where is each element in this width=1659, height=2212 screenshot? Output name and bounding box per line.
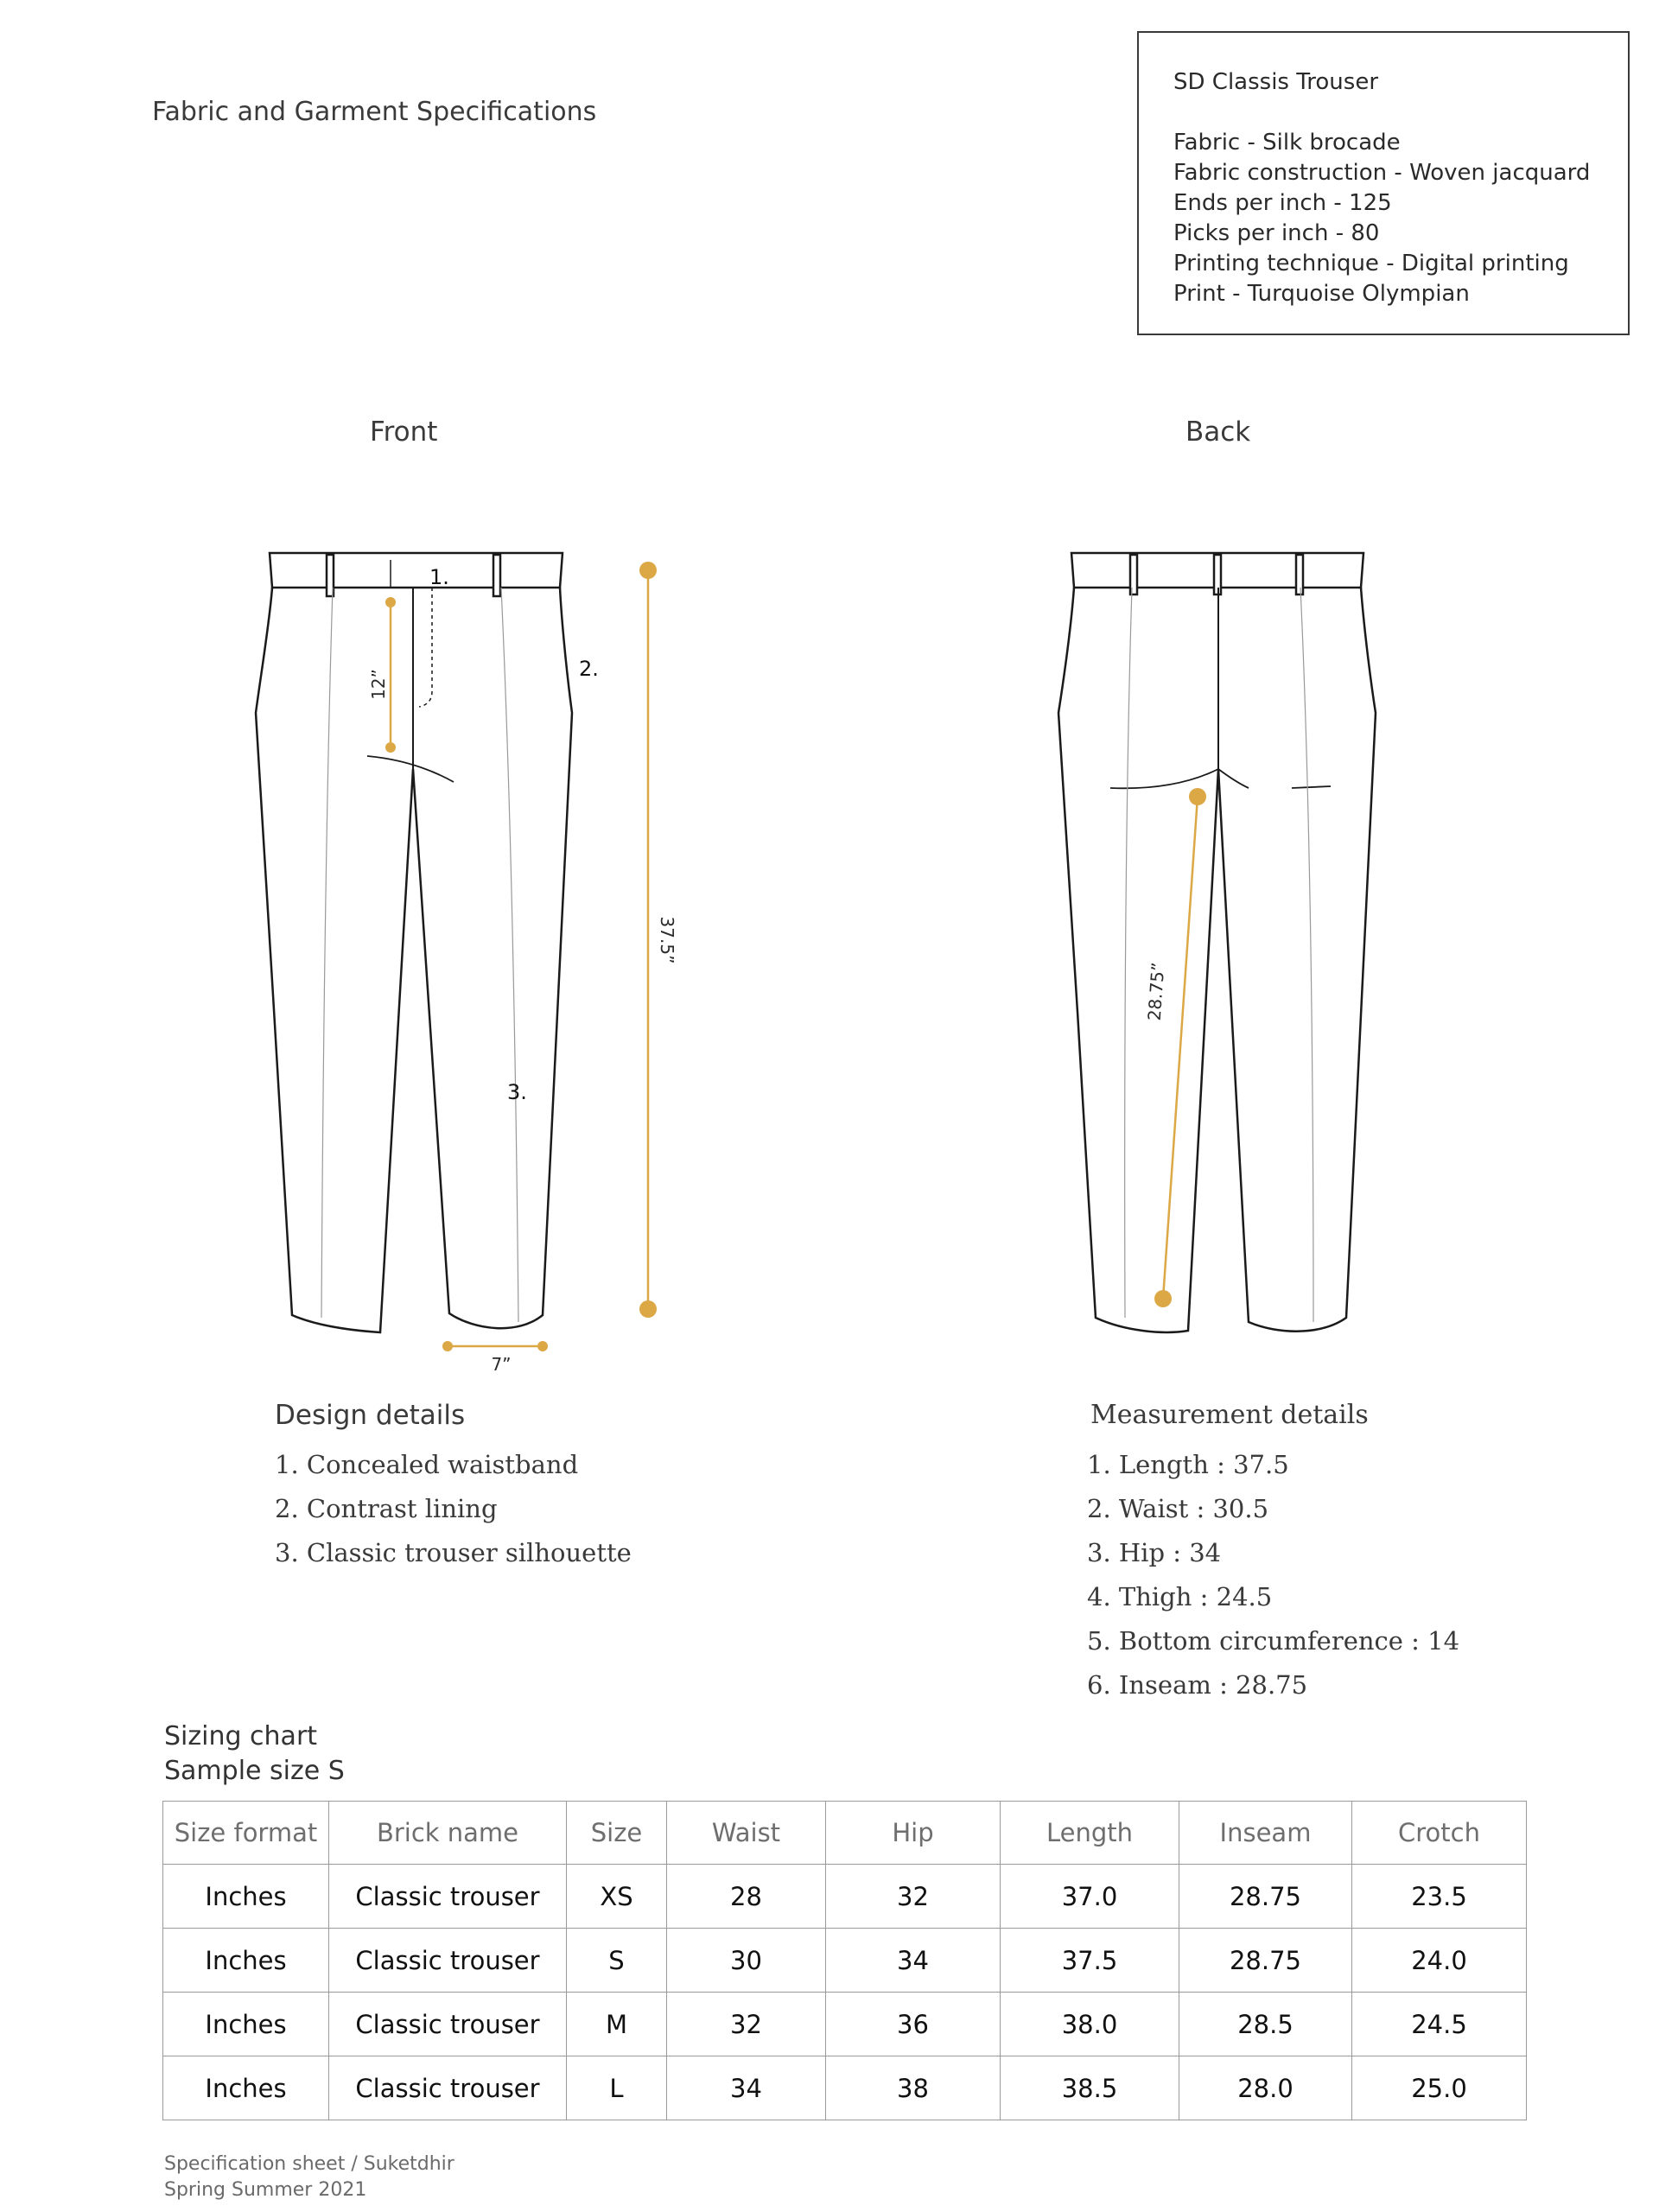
measurement-item: 5. Bottom circumference : 14 [1087,1626,1460,1656]
measurement-item: 6. Inseam : 28.75 [1087,1670,1308,1700]
table-cell: Inches [163,1929,329,1993]
inseam-measure-dot [1154,1290,1172,1307]
design-detail-item: 1. Concealed waistband [275,1450,579,1479]
front-belt-loop [493,555,500,596]
table-cell: 34 [667,2056,826,2120]
back-dart [1292,786,1331,788]
back-seat-curve [1110,769,1249,788]
back-crease-line [1300,588,1313,1322]
length-measure-dot [639,562,657,579]
design-detail-item: 2. Contrast lining [275,1494,498,1523]
front-crease-line [321,588,333,1318]
inseam-measure-label: 28.75” [1143,961,1169,1022]
fly-measure-label: 12” [368,669,389,700]
front-crease-line [501,588,518,1322]
table-cell: 32 [826,1865,1001,1929]
design-detail-item: 3. Classic trouser silhouette [275,1538,632,1567]
spec-line: Fabric - Silk brocade [1173,130,1401,156]
table-header-cell: Crotch [1352,1802,1527,1865]
table-cell: 32 [667,1993,826,2056]
table-header-cell: Size [567,1802,667,1865]
measurement-details-list [1087,1443,1459,1707]
table-cell: 28.75 [1179,1929,1352,1993]
table-cell: 38.0 [1001,1993,1179,2056]
table-cell: M [567,1993,667,2056]
hem-measure-dot [442,1341,453,1351]
sizing-table [162,1801,1527,2120]
table-cell: 37.0 [1001,1865,1179,1929]
table-cell: 28.5 [1179,1993,1352,2056]
table-cell: Inches [163,2056,329,2120]
footer-line: Spring Summer 2021 [164,2179,367,2201]
table-cell: 28.75 [1179,1865,1352,1929]
table-cell: L [567,2056,667,2120]
fly-measure-dot [385,742,396,753]
front-trouser-sketch [256,553,572,1332]
table-cell: Classic trouser [329,1993,567,2056]
table-cell: Classic trouser [329,2056,567,2120]
back-trouser-sketch [1058,553,1376,1332]
spec-line: Ends per inch - 125 [1173,190,1392,216]
table-cell: 36 [826,1993,1001,2056]
callout-2: 2. [579,657,599,681]
measurement-details-title: Measurement details [1090,1400,1369,1430]
table-header-cell: Length [1001,1802,1179,1865]
table-cell: 34 [826,1929,1001,1993]
front-crotch-curve [367,756,454,782]
footer-line: Specification sheet / Suketdhir [164,2153,454,2175]
back-silhouette [1058,588,1376,1332]
back-view-label: Back [1185,416,1251,448]
spec-line: Fabric construction - Woven jacquard [1173,160,1591,186]
table-cell: 30 [667,1929,826,1993]
footer [164,2152,454,2203]
table-cell: 23.5 [1352,1865,1527,1929]
table-cell: 37.5 [1001,1929,1179,1993]
table-row [163,1865,1527,1929]
table-cell: 24.5 [1352,1993,1527,2056]
table-header-row [163,1802,1527,1865]
page-title: Fabric and Garment Specifications [152,97,597,127]
callout-3: 3. [507,1080,527,1104]
back-measurements [1144,788,1206,1307]
table-cell: 28 [667,1865,826,1929]
table-row [163,2056,1527,2120]
table-header-cell: Inseam [1179,1802,1352,1865]
measurement-item: 1. Length : 37.5 [1087,1450,1289,1479]
table-cell: Classic trouser [329,1929,567,1993]
table-row [163,1929,1527,1993]
back-belt-loop [1296,555,1303,594]
table-cell: 38 [826,2056,1001,2120]
table-header-cell: Waist [667,1802,826,1865]
table-cell: 24.0 [1352,1929,1527,1993]
table-header-cell: Brick name [329,1802,567,1865]
table-header-cell: Hip [826,1802,1001,1865]
hem-measure-label: 7” [491,1354,512,1375]
spec-line: Printing technique - Digital printing [1173,251,1569,276]
measurement-item: 2. Waist : 30.5 [1087,1494,1269,1523]
length-measure-dot [639,1300,657,1318]
back-belt-loop [1130,555,1137,594]
table-cell: Inches [163,1993,329,2056]
design-details-title: Design details [275,1400,466,1431]
fly-measure-dot [385,597,396,607]
spec-line: Picks per inch - 80 [1173,220,1380,246]
length-measure-label: 37.5” [657,916,677,964]
spec-line: Print - Turquoise Olympian [1173,281,1470,307]
table-cell: Classic trouser [329,1865,567,1929]
table-cell: XS [567,1865,667,1929]
table-cell: 28.0 [1179,2056,1352,2120]
measurement-item: 4. Thigh : 24.5 [1087,1582,1273,1611]
table-cell: Inches [163,1865,329,1929]
table-cell: 25.0 [1352,2056,1527,2120]
front-measurements [368,562,677,1375]
sizing-chart-heading [164,1719,345,1789]
table-header-cell: Size format [163,1802,329,1865]
front-view-label: Front [370,416,438,448]
callout-1: 1. [429,565,449,589]
front-waistband [270,553,563,588]
inseam-measure-dot [1189,788,1206,805]
back-crease-line [1125,588,1132,1318]
sizing-chart-subtitle: Sample size S [164,1756,345,1786]
design-details-list [275,1443,632,1575]
front-fly-topstitch [419,588,432,707]
table-cell: S [567,1929,667,1993]
table-row [163,1993,1527,2056]
hem-measure-dot [537,1341,548,1351]
sizing-chart-title: Sizing chart [164,1721,318,1751]
measurement-item: 3. Hip : 34 [1087,1538,1222,1567]
table-cell: 38.5 [1001,2056,1179,2120]
spec-title: SD Classis Trouser [1173,69,1379,95]
inseam-measure-line [1163,797,1198,1299]
